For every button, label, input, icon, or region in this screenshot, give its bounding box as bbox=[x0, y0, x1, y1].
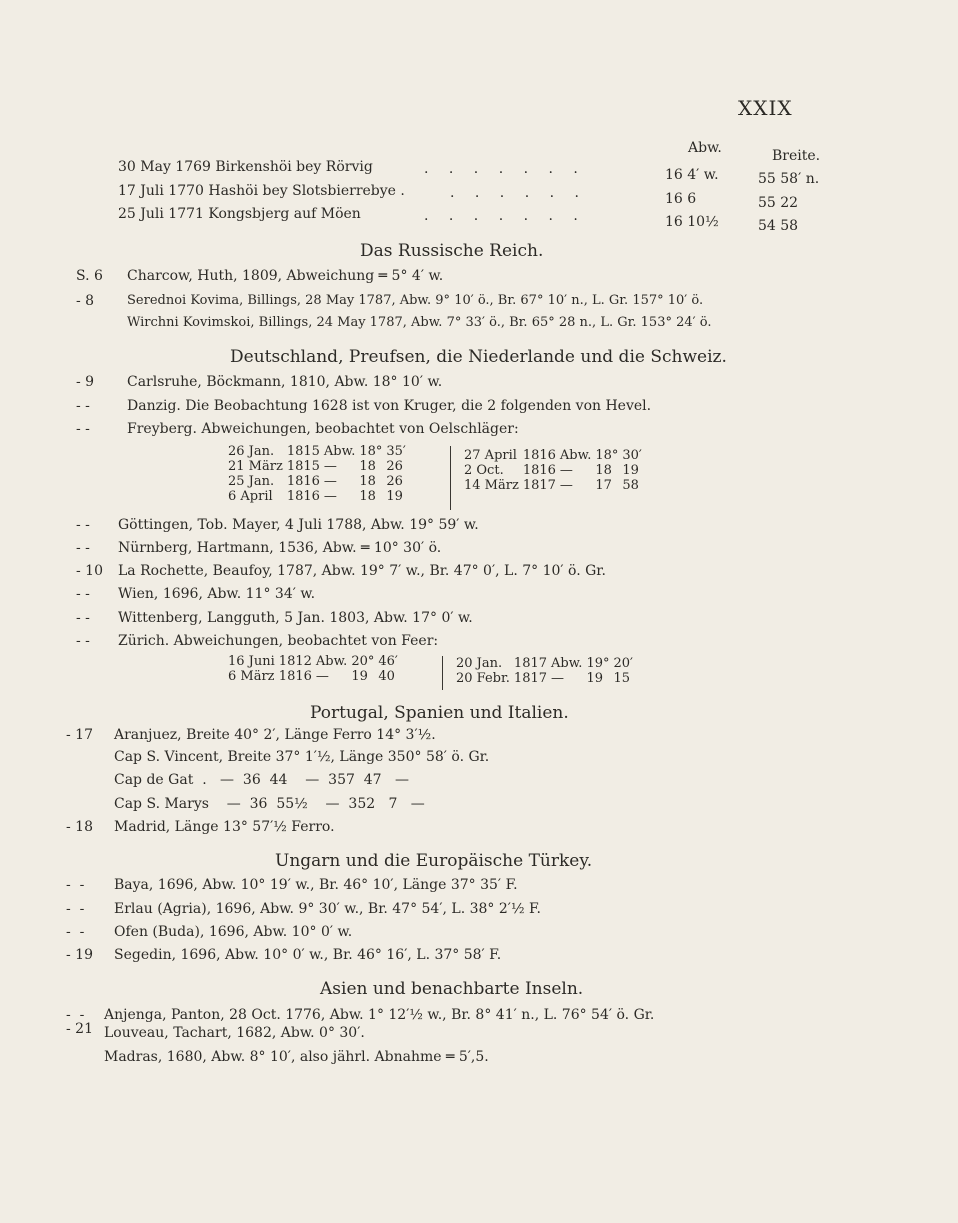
minute-cell: 26 bbox=[386, 474, 403, 489]
label-cell: — bbox=[323, 474, 337, 489]
date-cell: 6 März bbox=[228, 669, 275, 684]
entry-text: Göttingen, Tob. Mayer, 4 Juli 1788, Abw. 19° 59′ w. bbox=[118, 517, 479, 533]
degree-cell: 18° bbox=[595, 448, 619, 463]
label-cell: — bbox=[559, 478, 573, 493]
label-cell: — bbox=[323, 489, 337, 504]
entry-text: Ofen (Buda), 1696, Abw. 10° 0′ w. bbox=[114, 924, 353, 940]
entry-text: Madrid, Länge 13° 57′½ Ferro. bbox=[114, 819, 335, 835]
entry-number: S. 6 bbox=[76, 268, 103, 284]
label-cell: — bbox=[551, 671, 565, 686]
label-cell: — bbox=[323, 459, 337, 474]
table-row bbox=[228, 444, 410, 459]
minute-cell: 40 bbox=[378, 669, 395, 684]
table-row bbox=[464, 478, 646, 493]
leader-dots: . . . . . . . bbox=[424, 208, 586, 224]
entry-text: Segedin, 1696, Abw. 10° 0′ w., Br. 46° 16′, L. 37° 58′ F. bbox=[114, 947, 502, 963]
column-divider bbox=[450, 446, 451, 510]
column-header-breite: Breite. bbox=[772, 148, 821, 164]
year-cell: 1816 bbox=[522, 448, 556, 463]
degree-cell: 18 bbox=[359, 459, 376, 474]
entry-text: Baya, 1696, Abw. 10° 19′ w., Br. 46° 10′, Länge 37° 35′ F. bbox=[114, 877, 518, 893]
degree-cell: 19 bbox=[586, 671, 603, 686]
entry-number: - - bbox=[76, 398, 90, 414]
date-cell: 16 Juni bbox=[228, 654, 275, 669]
section-heading-germany: Deutschland, Preufsen, die Niederlande und die Schweiz. bbox=[230, 347, 727, 367]
table-row bbox=[464, 448, 646, 463]
abw-value: 16 10½ bbox=[665, 214, 719, 230]
entry-text: Wirchni Kovimskoi, Billings, 24 May 1787, Abw. 7° 33′ ö., Br. 65° 28 n., L. Gr. 153° 24′ ö. bbox=[127, 315, 712, 330]
entry-text: Cap de Gat . — 36 44 — 357 47 — bbox=[114, 772, 409, 788]
minute-cell: 20′ bbox=[613, 656, 633, 671]
minute-cell: 58 bbox=[622, 478, 639, 493]
degree-cell: 18 bbox=[359, 489, 376, 504]
entry-number: - 17 bbox=[66, 727, 93, 743]
entry-text: Nürnberg, Hartmann, 1536, Abw. ═ 10° 30′ ö. bbox=[118, 540, 442, 556]
entry-text: Madras, 1680, Abw. 8° 10′, also jährl. Abnahme ═ 5′,5. bbox=[104, 1049, 489, 1065]
label-cell: Abw. bbox=[315, 654, 348, 669]
year-cell: 1817 bbox=[522, 478, 556, 493]
table-row bbox=[456, 656, 637, 671]
date-cell: 26 Jan. bbox=[228, 444, 275, 459]
entry-text: Serednoi Kovima, Billings, 28 May 1787, Abw. 9° 10′ ö., Br. 67° 10′ n., L. Gr. 157° 10′ ö. bbox=[127, 293, 704, 308]
entry-text: Anjenga, Panton, 28 Oct. 1776, Abw. 1° 12′½ w., Br. 8° 41′ n., L. 76° 54′ ö. Gr. bbox=[104, 1007, 655, 1023]
table-row bbox=[464, 463, 646, 478]
zurich-table-right bbox=[456, 656, 637, 686]
entry-number: - 9 bbox=[76, 374, 95, 390]
label-cell: Abw. bbox=[559, 448, 592, 463]
entry-number: - - bbox=[76, 586, 90, 602]
entry-text: Freyberg. Abweichungen, beobachtet von Oelschläger: bbox=[127, 421, 519, 437]
station-entry: 30 May 1769 Birkenshöi bey Rörvig bbox=[118, 159, 373, 175]
year-cell: 1816 bbox=[286, 474, 320, 489]
entry-text: Zürich. Abweichungen, beobachtet von Feer: bbox=[118, 633, 439, 649]
label-cell: — bbox=[559, 463, 573, 478]
table-row bbox=[228, 474, 410, 489]
entry-number: - 10 bbox=[76, 563, 103, 579]
entry-number: - - bbox=[76, 633, 90, 649]
date-cell: 21 März bbox=[228, 459, 283, 474]
degree-cell: 17 bbox=[595, 478, 612, 493]
entry-number: - - bbox=[66, 924, 85, 940]
date-cell: 14 März bbox=[464, 478, 519, 493]
breite-value: 54 58 bbox=[758, 218, 799, 234]
entry-number: - - bbox=[76, 421, 90, 437]
date-cell: 6 April bbox=[228, 489, 273, 504]
year-cell: 1817 bbox=[513, 671, 548, 686]
abw-value: 16 4′ w. bbox=[665, 167, 719, 183]
section-heading-iberia: Portugal, Spanien und Italien. bbox=[310, 703, 569, 723]
station-entry: 17 Juli 1770 Hashöi bey Slotsbierrebye . bbox=[118, 183, 405, 199]
minute-cell: 30′ bbox=[622, 448, 642, 463]
entry-text: Wittenberg, Langguth, 5 Jan. 1803, Abw. 17° 0′ w. bbox=[118, 610, 473, 626]
entry-text: La Rochette, Beaufoy, 1787, Abw. 19° 7′ w., Br. 47° 0′, L. 7° 10′ ö. Gr. bbox=[118, 563, 606, 579]
date-cell: 20 Jan. bbox=[456, 656, 503, 671]
entry-text: Cap S. Marys — 36 55½ — 352 7 — bbox=[114, 796, 425, 812]
date-cell: 20 Febr. bbox=[456, 671, 510, 686]
table-row bbox=[228, 654, 402, 669]
entry-number: - - bbox=[76, 517, 90, 533]
year-cell: 1812 bbox=[278, 654, 312, 669]
label-cell: Abw. bbox=[323, 444, 356, 459]
entry-text: Aranjuez, Breite 40° 2′, Länge Ferro 14° 3′½. bbox=[114, 727, 436, 743]
section-heading-hungary: Ungarn und die Europäische Türkey. bbox=[275, 851, 593, 871]
year-cell: 1815 bbox=[286, 444, 320, 459]
entry-text: Danzig. Die Beobachtung 1628 ist von Kruger, die 2 folgenden von Hevel. bbox=[127, 398, 652, 414]
year-cell: 1816 bbox=[286, 489, 320, 504]
page-number: XXIX bbox=[738, 96, 793, 120]
minute-cell: 19 bbox=[622, 463, 639, 478]
degree-cell: 19° bbox=[586, 656, 610, 671]
degree-cell: 18° bbox=[359, 444, 383, 459]
date-cell: 25 Jan. bbox=[228, 474, 275, 489]
entry-number: - - bbox=[66, 1007, 85, 1023]
year-cell: 1817 bbox=[513, 656, 548, 671]
freyberg-table-right bbox=[464, 448, 646, 493]
entry-number: - - bbox=[76, 540, 90, 556]
label-cell: — bbox=[315, 669, 329, 684]
table-row bbox=[228, 669, 402, 684]
column-header-abw: Abw. bbox=[688, 140, 722, 156]
leader-dots: . . . . . . bbox=[450, 185, 587, 201]
degree-cell: 18 bbox=[359, 474, 376, 489]
entry-number: - - bbox=[66, 877, 85, 893]
minute-cell: 19 bbox=[386, 489, 403, 504]
column-divider bbox=[442, 656, 443, 690]
table-row bbox=[456, 671, 637, 686]
entry-number: - 21 bbox=[66, 1021, 93, 1037]
minute-cell: 26 bbox=[386, 459, 403, 474]
entry-text: Wien, 1696, Abw. 11° 34′ w. bbox=[118, 586, 316, 602]
leader-dots: . . . . . . . bbox=[424, 161, 586, 177]
date-cell: 27 April bbox=[464, 448, 517, 463]
degree-cell: 20° bbox=[351, 654, 375, 669]
entry-text: Louveau, Tachart, 1682, Abw. 0° 30′. bbox=[104, 1025, 365, 1041]
date-cell: 2 Oct. bbox=[464, 463, 504, 478]
table-row bbox=[228, 489, 410, 504]
station-entry: 25 Juli 1771 Kongsbjerg auf Möen bbox=[118, 206, 361, 222]
entry-number: - 18 bbox=[66, 819, 93, 835]
minute-cell: 46′ bbox=[378, 654, 398, 669]
entry-number: - 8 bbox=[76, 293, 95, 309]
entry-text: Cap S. Vincent, Breite 37° 1′½, Länge 350° 58′ ö. Gr. bbox=[114, 749, 490, 765]
degree-cell: 19 bbox=[351, 669, 368, 684]
table-row bbox=[228, 459, 410, 474]
freyberg-table-left bbox=[228, 444, 410, 504]
minute-cell: 15 bbox=[613, 671, 631, 686]
label-cell: Abw. bbox=[551, 656, 583, 671]
degree-cell: 18 bbox=[595, 463, 612, 478]
zurich-table-left bbox=[228, 654, 402, 684]
entry-number: - - bbox=[76, 610, 90, 626]
entry-text: Erlau (Agria), 1696, Abw. 9° 30′ w., Br. 47° 54′, L. 38° 2′½ F. bbox=[114, 901, 541, 917]
year-cell: 1816 bbox=[278, 669, 312, 684]
minute-cell: 35′ bbox=[386, 444, 406, 459]
year-cell: 1816 bbox=[522, 463, 556, 478]
entry-number: - 19 bbox=[66, 947, 93, 963]
entry-text: Carlsruhe, Böckmann, 1810, Abw. 18° 10′ w. bbox=[127, 374, 443, 390]
section-heading-russia: Das Russische Reich. bbox=[360, 241, 544, 261]
year-cell: 1815 bbox=[286, 459, 320, 474]
breite-value: 55 22 bbox=[758, 195, 799, 211]
entry-number: - - bbox=[66, 901, 85, 917]
section-heading-asia: Asien und benachbarte Inseln. bbox=[320, 979, 584, 999]
abw-value: 16 6 bbox=[665, 191, 697, 207]
entry-text: Charcow, Huth, 1809, Abweichung ═ 5° 4′ w. bbox=[127, 268, 444, 284]
breite-value: 55 58′ n. bbox=[758, 171, 820, 187]
